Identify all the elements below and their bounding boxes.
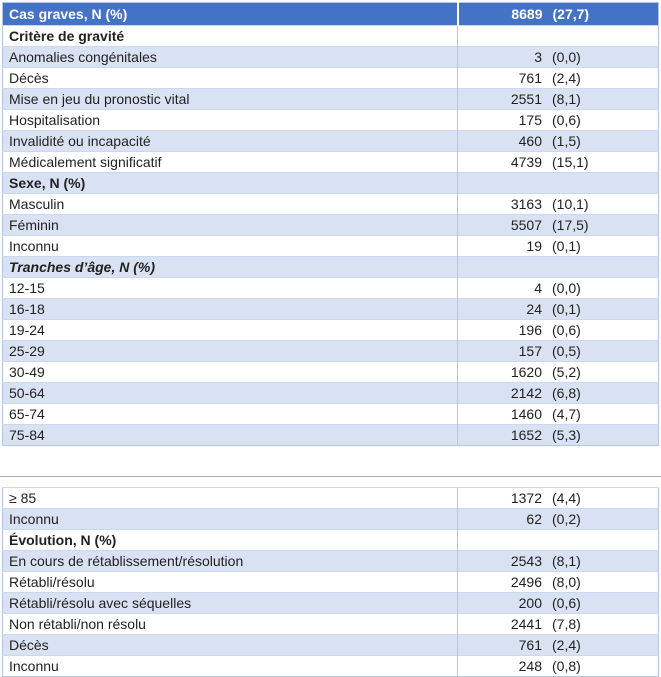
table-row: [3, 425, 659, 446]
row-value: [458, 194, 659, 215]
row-n: 1652: [510, 427, 542, 443]
row-value: [458, 299, 659, 320]
evolution-table: [2, 487, 659, 677]
table-header-row: [3, 3, 659, 26]
row-value: [458, 593, 659, 614]
row-n: 3163: [510, 196, 542, 212]
table-row: [3, 488, 659, 509]
row-pct: (0,1): [552, 301, 581, 317]
row-value: [458, 530, 659, 551]
header-pct: (27,7): [552, 6, 590, 22]
row-pct: (4,7): [552, 406, 581, 422]
table-row: [3, 614, 659, 635]
row-pct: (0,2): [552, 511, 581, 527]
row-pct: (1,5): [552, 133, 581, 149]
row-label: Rétabli/résolu: [3, 572, 458, 593]
table-row: [3, 341, 659, 362]
row-n: 1620: [510, 364, 542, 380]
row-label: Critère de gravité: [3, 26, 458, 47]
row-label: 12-15: [3, 278, 458, 299]
row-n: 5507: [510, 217, 542, 233]
row-n: 761: [518, 70, 542, 86]
row-n: 4739: [510, 154, 542, 170]
row-value: [458, 110, 659, 131]
table-row: [3, 509, 659, 530]
row-n: 62: [526, 511, 542, 527]
row-pct: (0,0): [552, 280, 581, 296]
row-value: [458, 509, 659, 530]
row-pct: (0,6): [552, 322, 581, 338]
row-n: 1372: [510, 490, 542, 506]
row-label: Sexe, N (%): [3, 173, 458, 194]
row-n: 761: [518, 637, 542, 653]
row-pct: (4,4): [552, 490, 581, 506]
table-row: [3, 236, 659, 257]
row-label: Inconnu: [3, 509, 458, 530]
row-pct: (2,4): [552, 637, 581, 653]
table-row: [3, 530, 659, 551]
row-pct: (15,1): [552, 154, 589, 170]
row-value: [458, 152, 659, 173]
row-label: 25-29: [3, 341, 458, 362]
row-label: 16-18: [3, 299, 458, 320]
row-n: 196: [518, 322, 542, 338]
row-label: Décès: [3, 635, 458, 656]
row-n: 248: [518, 658, 542, 674]
table-row: [3, 656, 659, 677]
row-label: Invalidité ou incapacité: [3, 131, 458, 152]
row-pct: (0,6): [552, 112, 581, 128]
row-value: [458, 278, 659, 299]
row-pct: (2,4): [552, 70, 581, 86]
row-pct: (8,0): [552, 574, 581, 590]
row-value: [458, 614, 659, 635]
row-value: [458, 551, 659, 572]
row-value: [458, 68, 659, 89]
row-n: 200: [518, 595, 542, 611]
row-label: Hospitalisation: [3, 110, 458, 131]
table-row: [3, 131, 659, 152]
row-label: 50-64: [3, 383, 458, 404]
row-n: 19: [526, 238, 542, 254]
row-value: [458, 26, 659, 47]
row-label: Rétabli/résolu avec séquelles: [3, 593, 458, 614]
row-n: 2551: [510, 91, 542, 107]
table-row: [3, 635, 659, 656]
row-label: Anomalies congénitales: [3, 47, 458, 68]
header-label: Cas graves, N (%): [3, 3, 458, 26]
row-pct: (7,8): [552, 616, 581, 632]
row-value: [458, 47, 659, 68]
table-row: [3, 299, 659, 320]
row-value: [458, 341, 659, 362]
page-separator-line: [0, 476, 661, 477]
row-n: 4: [534, 280, 542, 296]
table-row: [3, 320, 659, 341]
row-value: [458, 572, 659, 593]
row-pct: (0,5): [552, 343, 581, 359]
table-row: [3, 26, 659, 47]
table-body: [3, 488, 659, 677]
row-value: [458, 257, 659, 278]
table-row: [3, 383, 659, 404]
row-value: [458, 89, 659, 110]
table-row: [3, 68, 659, 89]
row-value: [458, 215, 659, 236]
row-label: 30-49: [3, 362, 458, 383]
row-n: 175: [518, 112, 542, 128]
row-pct: (0,1): [552, 238, 581, 254]
row-label: Féminin: [3, 215, 458, 236]
row-pct: (0,8): [552, 658, 581, 674]
table-row: [3, 551, 659, 572]
row-label: Inconnu: [3, 236, 458, 257]
row-pct: (6,8): [552, 385, 581, 401]
row-value: [458, 383, 659, 404]
row-pct: (8,1): [552, 91, 581, 107]
row-label: Évolution, N (%): [3, 530, 458, 551]
row-value: [458, 635, 659, 656]
row-label: ≥ 85: [3, 488, 458, 509]
row-label: Médicalement significatif: [3, 152, 458, 173]
table-row: [3, 173, 659, 194]
row-n: 460: [518, 133, 542, 149]
row-n: 2142: [510, 385, 542, 401]
row-n: 2496: [510, 574, 542, 590]
table-row: [3, 215, 659, 236]
row-value: [458, 173, 659, 194]
table-row: [3, 404, 659, 425]
row-value: [458, 656, 659, 677]
table-row: [3, 194, 659, 215]
row-pct: (5,2): [552, 364, 581, 380]
table-row: [3, 152, 659, 173]
row-label: En cours de rétablissement/résolution: [3, 551, 458, 572]
row-value: [458, 425, 659, 446]
header-n: 8689: [511, 6, 543, 22]
table-row: [3, 47, 659, 68]
table-row: [3, 278, 659, 299]
row-value: [458, 131, 659, 152]
table-row: [3, 572, 659, 593]
table-row: [3, 89, 659, 110]
row-n: 3: [534, 49, 542, 65]
table-body: [3, 26, 659, 446]
table-row: [3, 110, 659, 131]
cas-graves-table: [2, 2, 659, 446]
row-label: Non rétabli/non résolu: [3, 614, 458, 635]
row-value: [458, 362, 659, 383]
row-pct: (10,1): [552, 196, 589, 212]
row-label: Décès: [3, 68, 458, 89]
row-n: 157: [518, 343, 542, 359]
table-row: [3, 593, 659, 614]
row-value: [458, 320, 659, 341]
row-value: [458, 488, 659, 509]
row-n: 1460: [510, 406, 542, 422]
row-n: 2543: [510, 553, 542, 569]
row-pct: (17,5): [552, 217, 589, 233]
row-pct: (0,6): [552, 595, 581, 611]
row-label: 65-74: [3, 404, 458, 425]
row-label: 75-84: [3, 425, 458, 446]
row-label: Masculin: [3, 194, 458, 215]
row-label: Inconnu: [3, 656, 458, 677]
row-label: 19-24: [3, 320, 458, 341]
row-value: [458, 404, 659, 425]
table-row: [3, 362, 659, 383]
row-n: 2441: [510, 616, 542, 632]
row-n: 24: [526, 301, 542, 317]
row-label: Mise en jeu du pronostic vital: [3, 89, 458, 110]
row-pct: (8,1): [552, 553, 581, 569]
row-pct: (5,3): [552, 427, 581, 443]
row-label: Tranches d’âge, N (%): [3, 257, 458, 278]
header-value: [458, 3, 659, 26]
table-row: [3, 257, 659, 278]
row-value: [458, 236, 659, 257]
row-pct: (0,0): [552, 49, 581, 65]
